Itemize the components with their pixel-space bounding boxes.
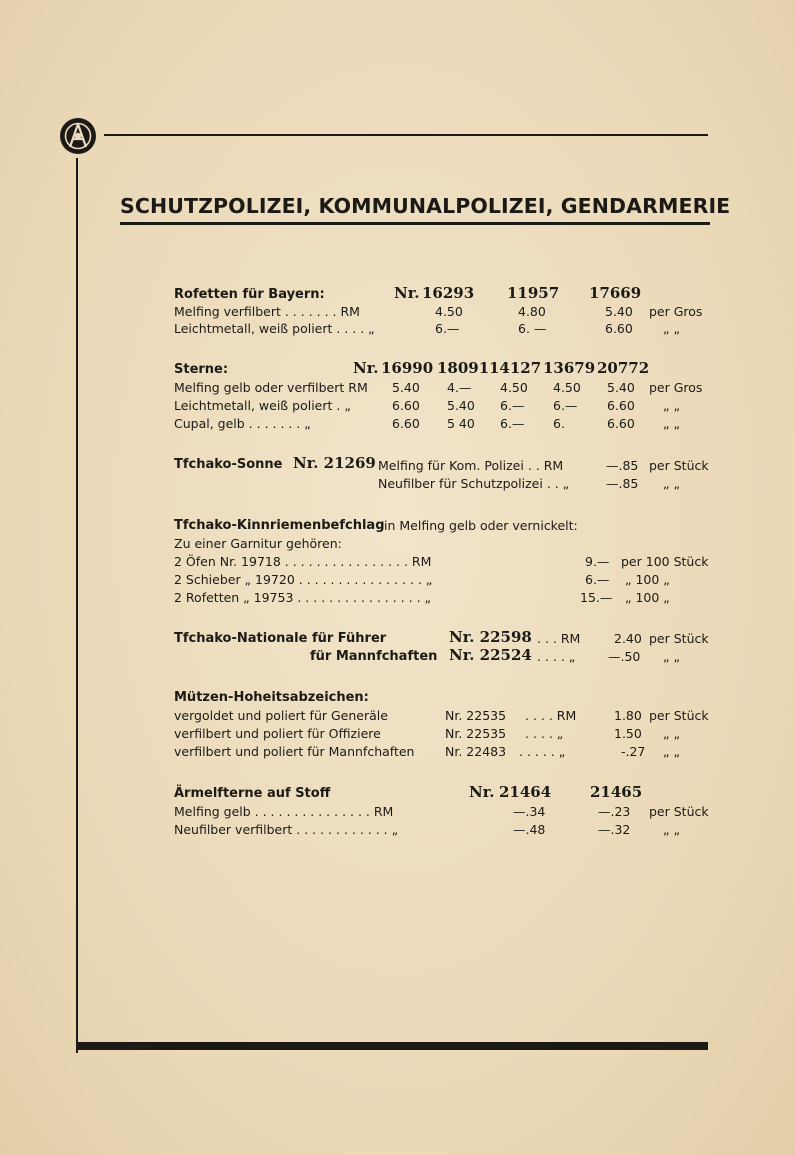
rosetten-row-1-v2: 4.80 (518, 304, 546, 319)
kinnriemen-heading-rest: in Melfing gelb oder vernickelt: (384, 518, 578, 533)
top-rule (104, 134, 708, 136)
sterne-row-3-v3: 6.— (500, 416, 525, 431)
rosetten-row-1-v3: 5.40 (605, 304, 633, 319)
sterne-row-2-v3: 6.— (500, 398, 525, 413)
sterne-row-1-v4: 4.50 (553, 380, 581, 395)
sterne-row-1-v5: 5.40 (607, 380, 635, 395)
nationale-row-2-price: —.50 (608, 649, 641, 664)
hoheits-row-3-nr: Nr. 22483 (445, 744, 507, 759)
sterne-row-2-v5: 6.60 (607, 398, 635, 413)
sterne-nr-2: 18091 (437, 359, 490, 377)
sterne-row-2-v2: 5.40 (447, 398, 475, 413)
sterne-nr-5: 20772 (597, 359, 650, 377)
sterne-nr-label: Nr. (353, 359, 379, 377)
hoheits-row-2-dots: . . . . „ (525, 726, 564, 741)
kinnriemen-row-2-qty: „ 100 „ (625, 572, 670, 587)
rosetten-nr-2: 11957 (507, 284, 560, 302)
sonne-nr: Nr. 21269 (293, 454, 376, 472)
hoheits-row-3-label: verfilbert und poliert für Mannfchaften (174, 744, 415, 759)
sonne-row-2-unit: „ „ (663, 476, 680, 491)
nationale-row-1-unit: per Stück (649, 631, 709, 646)
aermel-nr-label: Nr. (469, 783, 495, 801)
sonne-row-1-unit: per Stück (649, 458, 709, 473)
sterne-row-2-label: Leichtmetall, weiß poliert . „ (174, 398, 351, 413)
hoheits-row-3-dots: . . . . . „ (519, 744, 566, 759)
rosetten-nr-label: Nr. (394, 284, 420, 302)
aermel-row-2-v2: —.32 (598, 822, 631, 837)
hoheits-heading: Mützen-Hoheitsabzeichen: (174, 690, 369, 705)
hoheits-row-2-price: 1.50 (614, 726, 642, 741)
aermel-row-1-v2: —.23 (598, 804, 631, 819)
sterne-row-3-v5: 6.60 (607, 416, 635, 431)
nationale-row-2-unit: „ „ (663, 649, 680, 664)
left-rule (76, 158, 78, 1053)
nationale-row-1-dots: . . . RM (537, 631, 581, 646)
company-logo-icon (59, 117, 97, 155)
sterne-row-1-v2: 4.— (447, 380, 472, 395)
page-title: SCHUTZPOLIZEI, KOMMUNALPOLIZEI, GENDARMERIE (120, 194, 731, 218)
kinnriemen-row-1-qty: per 100 Stück (621, 554, 709, 569)
hoheits-row-1-dots: . . . . RM (525, 708, 577, 723)
aermel-row-1-unit: per Stück (649, 804, 709, 819)
nationale-row-2-nr: Nr. 22524 (449, 646, 532, 664)
nationale-row-1-nr: Nr. 22598 (449, 628, 532, 646)
aermel-row-2-v1: —.48 (513, 822, 546, 837)
aermel-row-2-unit: „ „ (663, 822, 680, 837)
sterne-row-1-unit: per Gros (649, 380, 703, 395)
sterne-row-1-label: Melfing gelb oder verfilbert RM (174, 380, 368, 395)
hoheits-row-1-unit: per Stück (649, 708, 709, 723)
rosetten-row-2-label: Leichtmetall, weiß poliert . . . . „ (174, 321, 375, 336)
nationale-row-1-label: Tfchako-Nationale für Führer (174, 631, 387, 646)
sterne-row-3-label: Cupal, gelb . . . . . . . „ (174, 416, 311, 431)
hoheits-row-3-unit: „ „ (663, 744, 680, 759)
title-underline (120, 222, 710, 225)
aermel-nr-2: 21465 (590, 783, 643, 801)
kinnriemen-sub: Zu einer Garnitur gehören: (174, 536, 342, 551)
nationale-row-2-label: für Mannfchaften (310, 649, 438, 664)
hoheits-row-1-label: vergoldet und poliert für Generäle (174, 708, 388, 723)
rosetten-heading: Rofetten für Bayern: (174, 287, 325, 302)
rosetten-row-1-label: Melfing verfilbert . . . . . . . RM (174, 304, 360, 319)
sterne-row-2-unit: „ „ (663, 398, 680, 413)
sterne-row-3-v4: 6. (553, 416, 565, 431)
bottom-rule (76, 1042, 708, 1050)
sonne-row-2-price: —.85 (606, 476, 639, 491)
aermel-heading: Ärmelfterne auf Stoff (174, 786, 331, 801)
kinnriemen-row-3-label: 2 Rofetten „ 19753 . . . . . . . . . . . . . . . . „ (174, 590, 431, 605)
aermel-row-2-label: Neufilber verfilbert . . . . . . . . . . . . „ (174, 822, 399, 837)
rosetten-row-1-unit: per Gros (649, 304, 703, 319)
hoheits-row-2-label: verfilbert und poliert für Offiziere (174, 726, 381, 741)
aermel-row-1-v1: —.34 (513, 804, 546, 819)
rosetten-row-2-unit: „ „ (663, 321, 680, 336)
sonne-row-1-label: Melfing für Kom. Polizei . . RM (378, 458, 564, 473)
kinnriemen-row-1-label: 2 Öfen Nr. 19718 . . . . . . . . . . . . . . . . RM (174, 554, 432, 569)
hoheits-row-1-nr: Nr. 22535 (445, 708, 507, 723)
sonne-heading: Tfchako-Sonne (174, 457, 283, 472)
sterne-row-1-v3: 4.50 (500, 380, 528, 395)
rosetten-row-2-v1: 6.— (435, 321, 460, 336)
nationale-row-2-dots: . . . . „ (537, 649, 576, 664)
hoheits-row-3-price: -.27 (621, 744, 646, 759)
sterne-nr-3: 14127 (489, 359, 542, 377)
sterne-row-3-v2: 5 40 (447, 416, 475, 431)
sterne-row-2-v4: 6.— (553, 398, 578, 413)
sterne-heading: Sterne: (174, 362, 229, 377)
rosetten-nr-1: 16293 (422, 284, 475, 302)
kinnriemen-row-1-price: 9.— (585, 554, 610, 569)
hoheits-row-1-price: 1.80 (614, 708, 642, 723)
sterne-nr-4: 13679 (543, 359, 596, 377)
rosetten-row-2-v2: 6. — (518, 321, 547, 336)
nationale-row-1-price: 2.40 (614, 631, 642, 646)
rosetten-row-1-v1: 4.50 (435, 304, 463, 319)
aermel-nr-1: 21464 (499, 783, 552, 801)
sterne-nr-1: 16990 (381, 359, 434, 377)
rosetten-row-2-v3: 6.60 (605, 321, 633, 336)
kinnriemen-heading: Tfchako-Kinnriemenbefchlag (174, 518, 385, 533)
kinnriemen-row-2-price: 6.— (585, 572, 610, 587)
sterne-row-1-v1: 5.40 (392, 380, 420, 395)
kinnriemen-row-3-qty: „ 100 „ (625, 590, 670, 605)
sterne-row-3-unit: „ „ (663, 416, 680, 431)
sonne-row-1-price: —.85 (606, 458, 639, 473)
sterne-row-3-v1: 6.60 (392, 416, 420, 431)
hoheits-row-2-nr: Nr. 22535 (445, 726, 507, 741)
rosetten-nr-3: 17669 (589, 284, 642, 302)
hoheits-row-2-unit: „ „ (663, 726, 680, 741)
kinnriemen-row-3-price: 15.— (580, 590, 613, 605)
kinnriemen-row-2-label: 2 Schieber „ 19720 . . . . . . . . . . . . . . . . „ (174, 572, 433, 587)
sterne-row-2-v1: 6.60 (392, 398, 420, 413)
sonne-row-2-label: Neufilber für Schutzpolizei . . „ (378, 476, 570, 491)
aermel-row-1-label: Melfing gelb . . . . . . . . . . . . . . . RM (174, 804, 394, 819)
